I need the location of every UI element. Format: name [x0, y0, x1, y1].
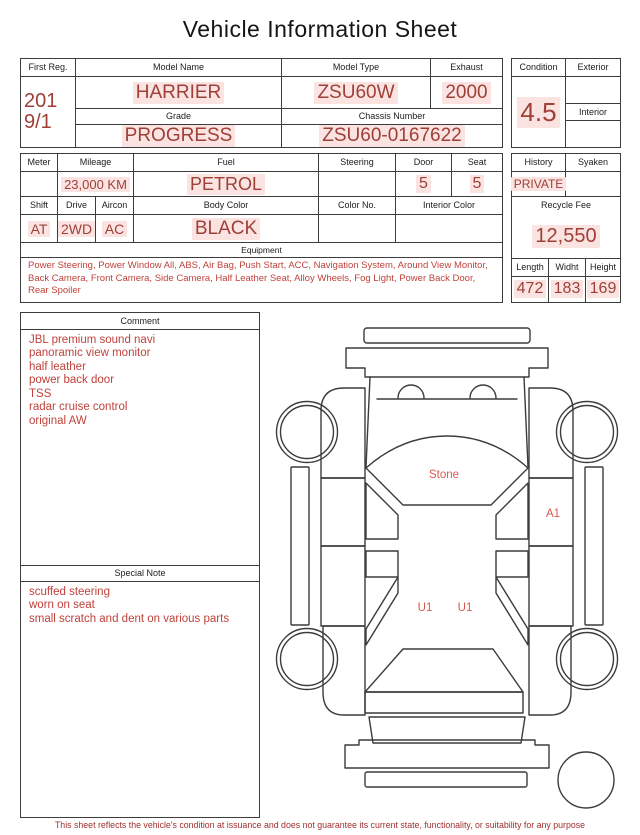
comment-text: [21, 330, 259, 565]
recycle-fee-label: Recycle Fee: [540, 200, 592, 211]
rear-window: [365, 649, 523, 692]
exterior-label: Exterior: [566, 59, 620, 77]
condition-value: 4.5: [512, 77, 566, 147]
door-value: 5: [396, 172, 452, 197]
model-type-label: Model Type: [282, 59, 431, 77]
first-reg-label: First Reg.: [21, 59, 76, 77]
comment-line: panoramic view monitor: [29, 347, 151, 360]
comment-line: power back door: [29, 374, 115, 387]
shift-label: Shift: [21, 197, 58, 215]
spare-tire: [558, 752, 614, 808]
height-value: 169: [586, 277, 620, 302]
special-note-line: worn on seat: [29, 599, 95, 612]
equipment-value: Power Steering, Power Window All, ABS, Air Bag, Push Start, ACC, Navigation System, Around View Monitor, Back Camera, Front Camera, Side Camera, Half Leather Seat, Alloy Wheels, Fog Light, Power Back Door, Rear Spoiler: [28, 260, 488, 296]
body-color-value: BLACK: [134, 215, 319, 243]
syaken-value: [566, 172, 620, 197]
mileage-value: 23,000 KM: [58, 172, 134, 197]
rear-bumper: [345, 740, 549, 768]
car-top-view: [277, 328, 618, 808]
aircon-label: Aircon: [96, 197, 134, 215]
page-title: Vehicle Information Sheet: [182, 16, 458, 42]
tailgate: [369, 717, 525, 743]
aircon-value: AC: [96, 215, 134, 243]
rocker-right: [585, 467, 603, 625]
glass-rear-left: [366, 551, 398, 577]
spec-table: [20, 153, 503, 303]
rocker-left: [291, 467, 309, 625]
width-value: 183: [549, 277, 586, 302]
comment-line: TSS: [29, 387, 52, 400]
comment-line: original AW: [29, 414, 87, 427]
interior-value: [566, 121, 620, 147]
damage-annotation-u1-left: U1: [417, 602, 433, 614]
body-color-label: Body Color: [134, 197, 319, 215]
front-spoiler: [364, 328, 530, 343]
mileage-label: Mileage: [58, 154, 134, 172]
glass-front-left: [366, 483, 398, 539]
damage-annotation-u1-right: U1: [457, 602, 473, 614]
grade-value: PROGRESS: [76, 125, 282, 147]
car-damage-diagram: [267, 315, 637, 815]
special-note-line: scuffed steering: [29, 585, 110, 598]
hood-right-edge: [524, 377, 528, 467]
model-name-value: HARRIER: [76, 77, 282, 109]
wheel-front-right: [557, 402, 618, 463]
exhaust-value: 2000: [431, 77, 502, 109]
glass-front-right: [496, 483, 528, 539]
length-label: Length: [512, 259, 549, 277]
first-reg-value: 2019/1: [21, 77, 76, 147]
disclaimer-text: This sheet reflects the vehicle's condition at issuance and does not guarantee its current state, functionality, or suitability for any purpose: [54, 820, 586, 830]
drive-value: 2WD: [58, 215, 96, 243]
color-no-value: [319, 215, 396, 243]
history-label: History: [512, 154, 566, 172]
pillar-rear-left: [366, 577, 398, 645]
comment-label: Comment: [21, 313, 259, 330]
interior-label: Interior: [566, 104, 620, 121]
door-rear-right: [529, 546, 573, 626]
grade-label: Grade: [76, 109, 282, 125]
wheel-front-left: [277, 402, 338, 463]
width-label: Widht: [549, 259, 586, 277]
fender-rear-left: [323, 626, 365, 715]
exhaust-label: Exhaust: [431, 59, 502, 77]
shift-value: AT: [21, 215, 58, 243]
condition-panel: [511, 58, 621, 148]
hood-left-edge: [366, 377, 370, 467]
fender-rear-right: [529, 626, 571, 715]
info-table: [20, 58, 503, 148]
rear-hatch: [365, 692, 523, 713]
notes-box: [20, 312, 260, 818]
history-value: PRIVATE: [512, 172, 566, 197]
interior-color-label: Interior Color: [396, 197, 502, 215]
steering-value: [319, 172, 396, 197]
door-label: Door: [396, 154, 452, 172]
equipment-label: Equipment: [21, 243, 502, 258]
syaken-label: Syaken: [566, 154, 620, 172]
side-panel: [511, 153, 621, 303]
fender-front-right: [529, 388, 573, 478]
length-value: 472: [512, 277, 549, 302]
door-front-left: [321, 478, 365, 546]
fender-front-left: [321, 388, 365, 478]
meter-label: Meter: [21, 154, 58, 172]
interior-color-value: [396, 215, 502, 243]
special-note-label: Special Note: [21, 565, 259, 582]
chassis-number-label: Chassis Number: [282, 109, 502, 125]
exterior-value: [566, 77, 620, 104]
comment-line: radar cruise control: [29, 401, 128, 414]
drive-label: Drive: [58, 197, 96, 215]
color-no-label: Color No.: [319, 197, 396, 215]
comment-line: JBL premium sound navi: [29, 333, 156, 346]
chassis-number-value: ZSU60-0167622: [282, 125, 502, 147]
wheel-rear-left: [277, 629, 338, 690]
pillar-rear-right: [496, 577, 528, 645]
fuel-value: PETROL: [134, 172, 319, 197]
meter-value: [21, 172, 58, 197]
recycle-fee-value: 12,550: [512, 215, 620, 258]
condition-label: Condition: [512, 59, 566, 77]
damage-annotation-stone: Stone: [428, 469, 460, 481]
model-type-value: ZSU60W: [282, 77, 431, 109]
rear-bumper-strip: [365, 772, 527, 787]
special-note-line: small scratch and dent on various parts: [29, 612, 230, 625]
seat-value: 5: [452, 172, 502, 197]
seat-label: Seat: [452, 154, 502, 172]
door-rear-left: [321, 546, 365, 626]
steering-label: Steering: [319, 154, 396, 172]
headlight-right: [470, 385, 496, 398]
special-note-text: [21, 582, 259, 817]
damage-annotation-a1: A1: [545, 508, 561, 520]
headlight-left: [398, 385, 424, 398]
fuel-label: Fuel: [134, 154, 319, 172]
model-name-label: Model Name: [76, 59, 282, 77]
wheel-rear-right: [557, 629, 618, 690]
front-bumper: [346, 348, 548, 377]
height-label: Height: [586, 259, 620, 277]
glass-rear-right: [496, 551, 528, 577]
comment-line: half leather: [29, 360, 86, 373]
